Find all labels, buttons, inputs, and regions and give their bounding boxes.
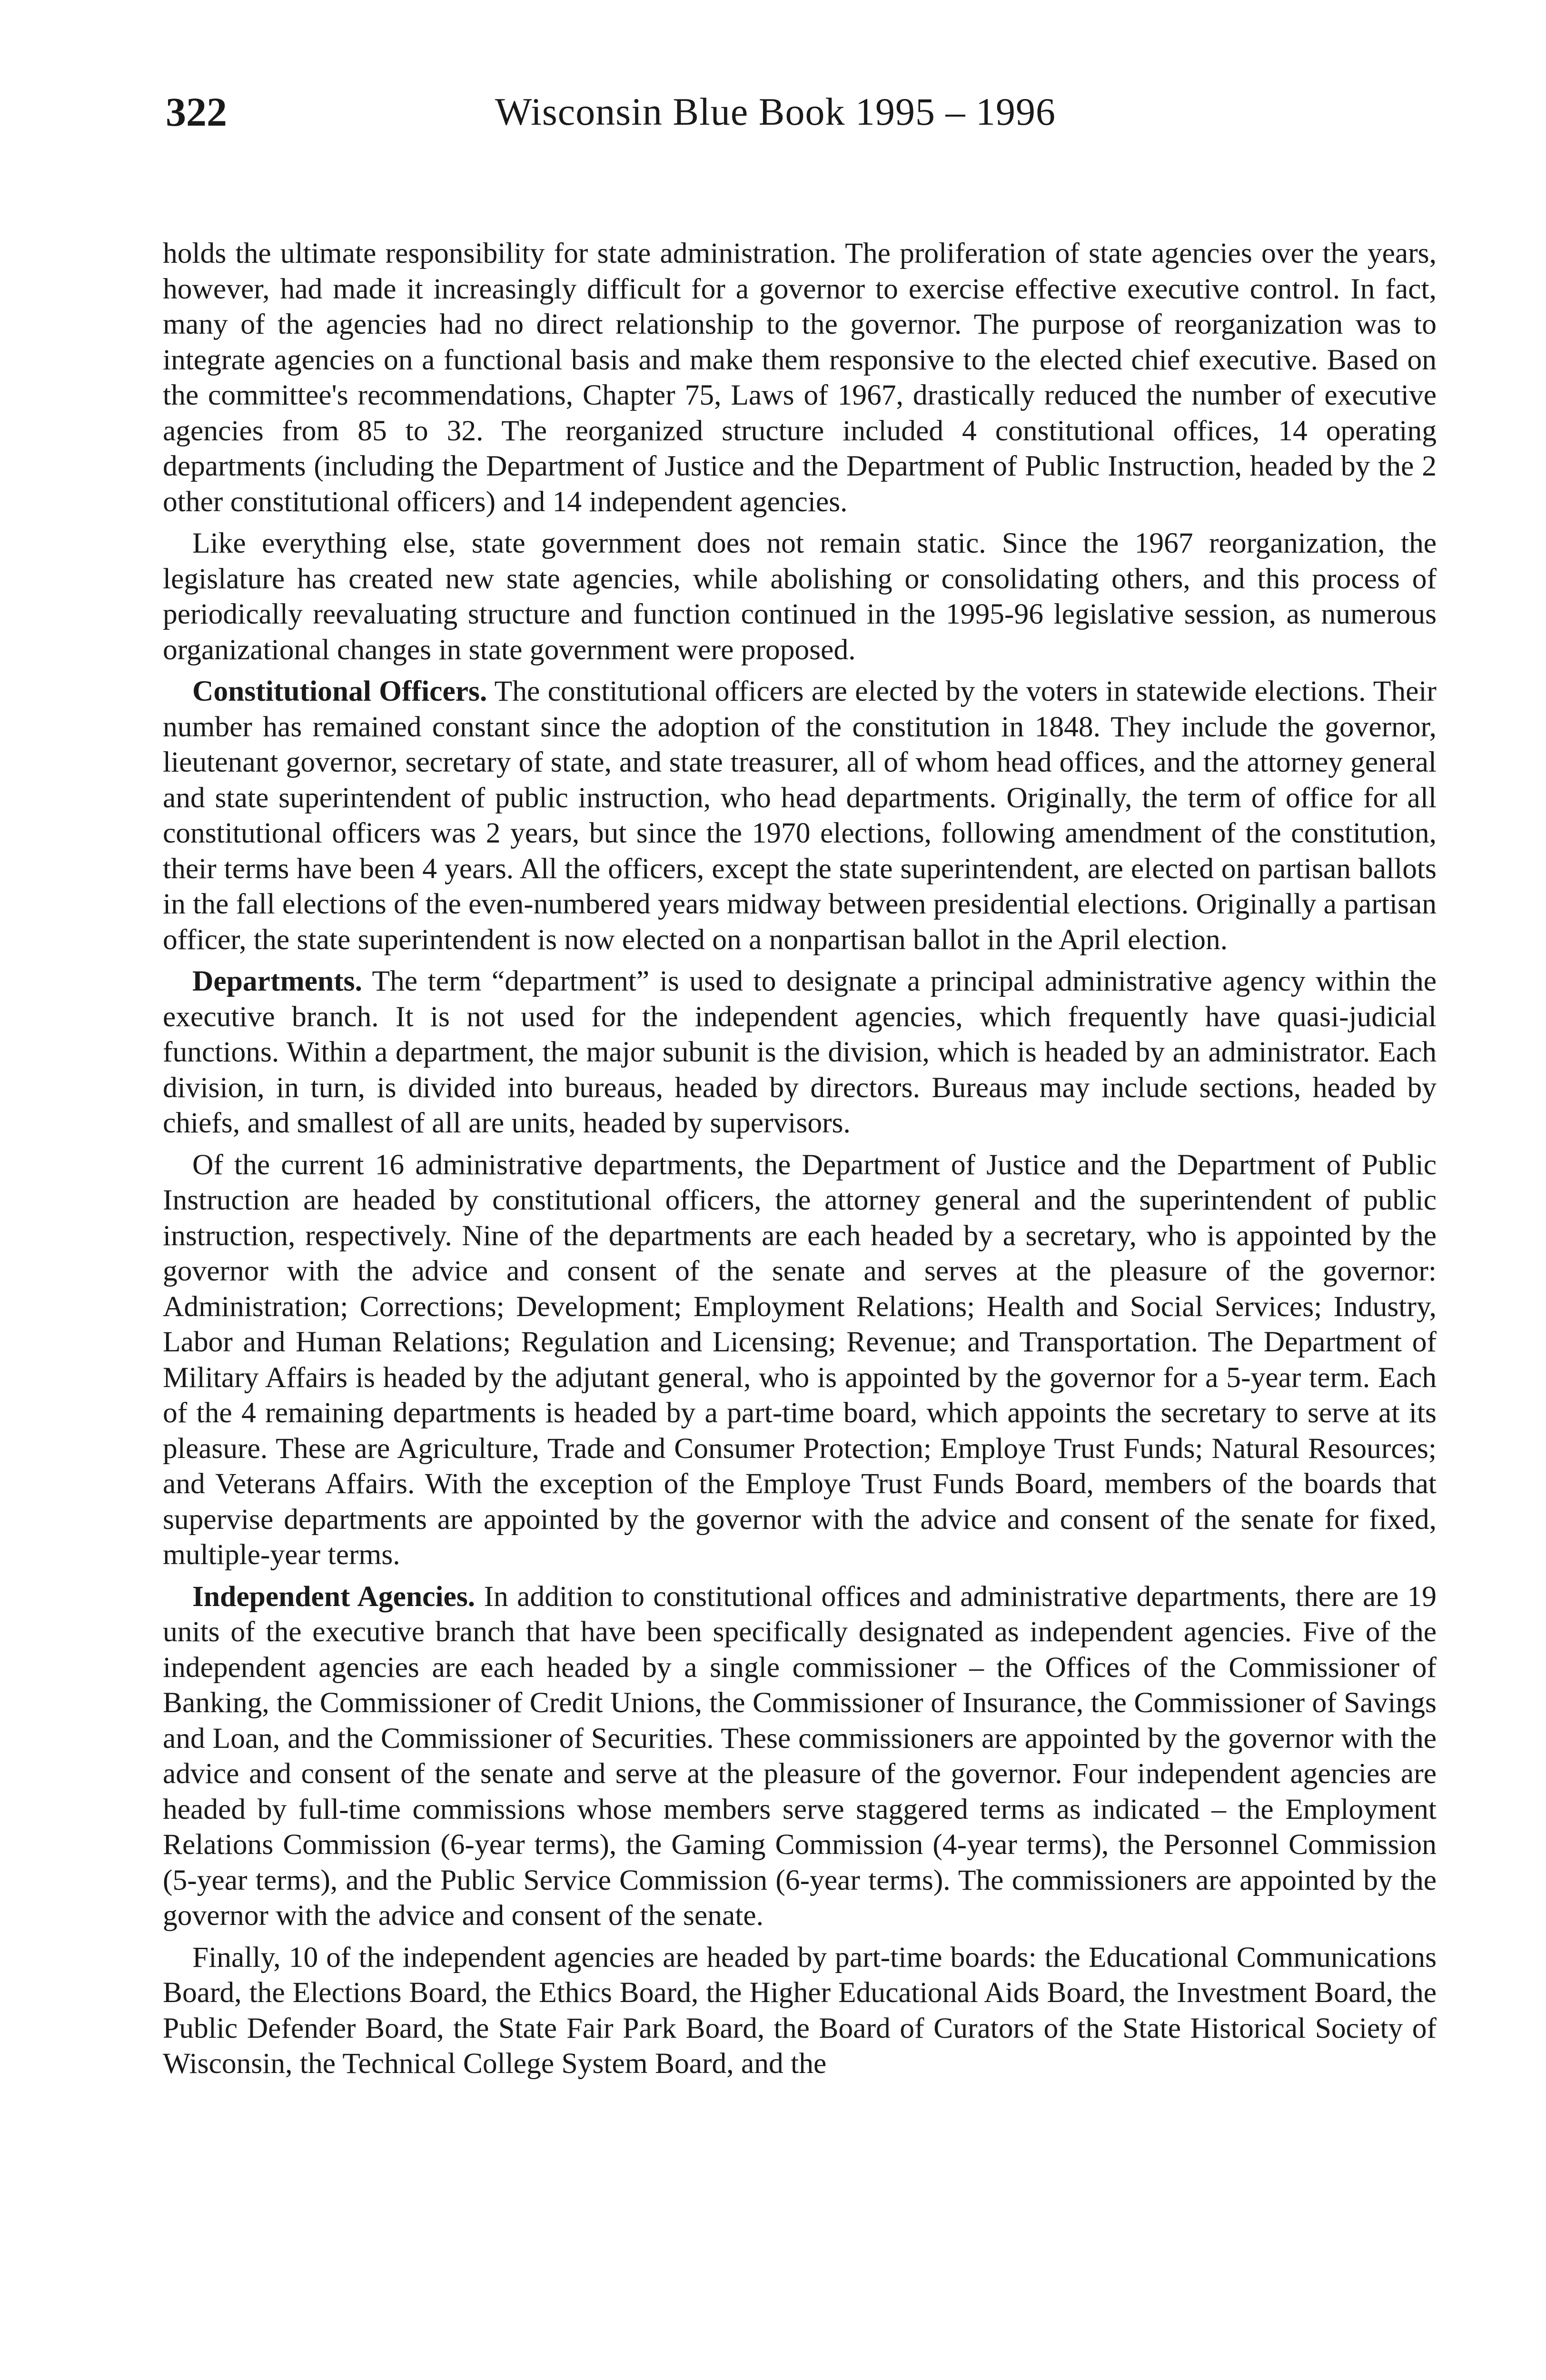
section-heading-independent-agencies: Independent Agencies.	[192, 1580, 476, 1613]
paragraph-text: The term “department” is used to designate a principal administrative agency within the executive branch. It is not used for the independent agencies, which frequently have quasi-judicial functions. Within a department, the major subunit is the division, which is headed by an administrator. Each division, in turn, is divided into bureaus, headed by directors. Bureaus may include sections, headed by chiefs, and smallest of all are units, headed by supervisors.	[163, 965, 1437, 1139]
page-number: 322	[166, 89, 227, 135]
paragraph-reorganization-intro	[163, 236, 1437, 519]
paragraph-departments	[163, 963, 1437, 1141]
paragraph-independent-agencies	[163, 1579, 1437, 1934]
paragraph-text: Finally, 10 of the independent agencies are headed by part-time boards: the Educational Communications Board, the Elections Board, the Ethics Board, the Higher Educational Aids Board, the Investment Board, the Public Defender Board, the State Fair Park Board, the Board of Curators of the State Historical Society of Wisconsin, the Technical College System Board, and the	[163, 1941, 1437, 2080]
section-heading-constitutional-officers: Constitutional Officers.	[192, 675, 487, 707]
section-heading-departments: Departments.	[192, 965, 362, 997]
paragraph-part-time-boards	[163, 1940, 1437, 2082]
paragraph-administrative-departments	[163, 1147, 1437, 1573]
page-header	[166, 86, 1441, 152]
paragraph-text: Like everything else, state government does not remain static. Since the 1967 reorganization, the legislature has created new state agencies, while abolishing or consolidating others, and this process of periodically reevaluating structure and function continued in the 1995-96 legislative session, as numerous organizational changes in state government were proposed.	[163, 527, 1437, 666]
body-text	[163, 236, 1437, 2082]
paragraph-text: holds the ultimate responsibility for state administration. The proliferation of state agencies over the years, however, had made it increasingly difficult for a governor to exercise effective executive control. In fact, many of the agencies had no direct relationship to the governor. The purpose of reorganization was to integrate agencies on a functional basis and make them responsive to the elected chief executive. Based on the committee's recommendations, Chapter 75, Laws of 1967, drastically reduced the number of executive agencies from 85 to 32. The reorganized structure included 4 constitutional offices, 14 operating departments (including the Department of Justice and the Department of Public Instruction, headed by the 2 other constitutional officers) and 14 independent agencies.	[163, 237, 1437, 518]
running-title: Wisconsin Blue Book 1995 – 1996	[495, 90, 1056, 133]
paragraph-text: Of the current 16 administrative departments, the Department of Justice and the Department of Public Instruction are headed by constitutional officers, the attorney general and the superintendent of public instruction, respectively. Nine of the departments are each headed by a secretary, who is appointed by the governor with the advice and consent of the senate and serves at the pleasure of the governor: Administration; Corrections; Development; Employment Relations; Health and Social Services; Industry, Labor and Human Relations; Regulation and Licensing; Revenue; and Transportation. The Department of Military Affairs is headed by the adjutant general, who is appointed by the governor for a 5-year term. Each of the 4 remaining departments is headed by a part-time board, which appoints the secretary to serve at its pleasure. These are Agriculture, Trade and Consumer Protection; Employe Trust Funds; Natural Resources; and Veterans Affairs. With the exception of the Employe Trust Funds Board, members of the boards that supervise departments are appointed by the governor with the advice and consent of the senate for fixed, multiple-year terms.	[163, 1148, 1437, 1571]
paragraph-text: The constitutional officers are elected by the voters in statewide elections. Their number has remained constant since the adoption of the constitution in 1848. They include the governor, lieutenant governor, secretary of state, and state treasurer, all of whom head offices, and the attorney general and state superintendent of public instruction, who head departments. Originally, the term of office for all constitutional officers was 2 years, but since the 1970 elections, following amendment of the constitution, their terms have been 4 years. All the officers, except the state superintendent, are elected on partisan ballots in the fall elections of the even-numbered years midway between presidential elections. Originally a partisan officer, the state superintendent is now elected on a nonpartisan ballot in the April election.	[163, 675, 1437, 956]
paragraph-text: In addition to constitutional offices and administrative departments, there are 19 units of the executive branch that have been specifically designated as independent agencies. Five of the independent agencies are each headed by a single commissioner – the Offices of the Commissioner of Banking, the Commissioner of Credit Unions, the Commissioner of Insurance, the Commissioner of Savings and Loan, and the Commissioner of Securities. These commissioners are appointed by the governor with the advice and consent of the senate and serve at the pleasure of the governor. Four independent agencies are headed by full-time commissions whose members serve staggered terms as indicated – the Employment Relations Commission (6-year terms), the Gaming Commission (4-year terms), the Personnel Commission (5-year terms), and the Public Service Commission (6-year terms). The commissioners are appointed by the governor with the advice and consent of the senate.	[163, 1580, 1437, 1932]
paragraph-state-government-changes	[163, 526, 1437, 667]
paragraph-constitutional-officers	[163, 674, 1437, 957]
